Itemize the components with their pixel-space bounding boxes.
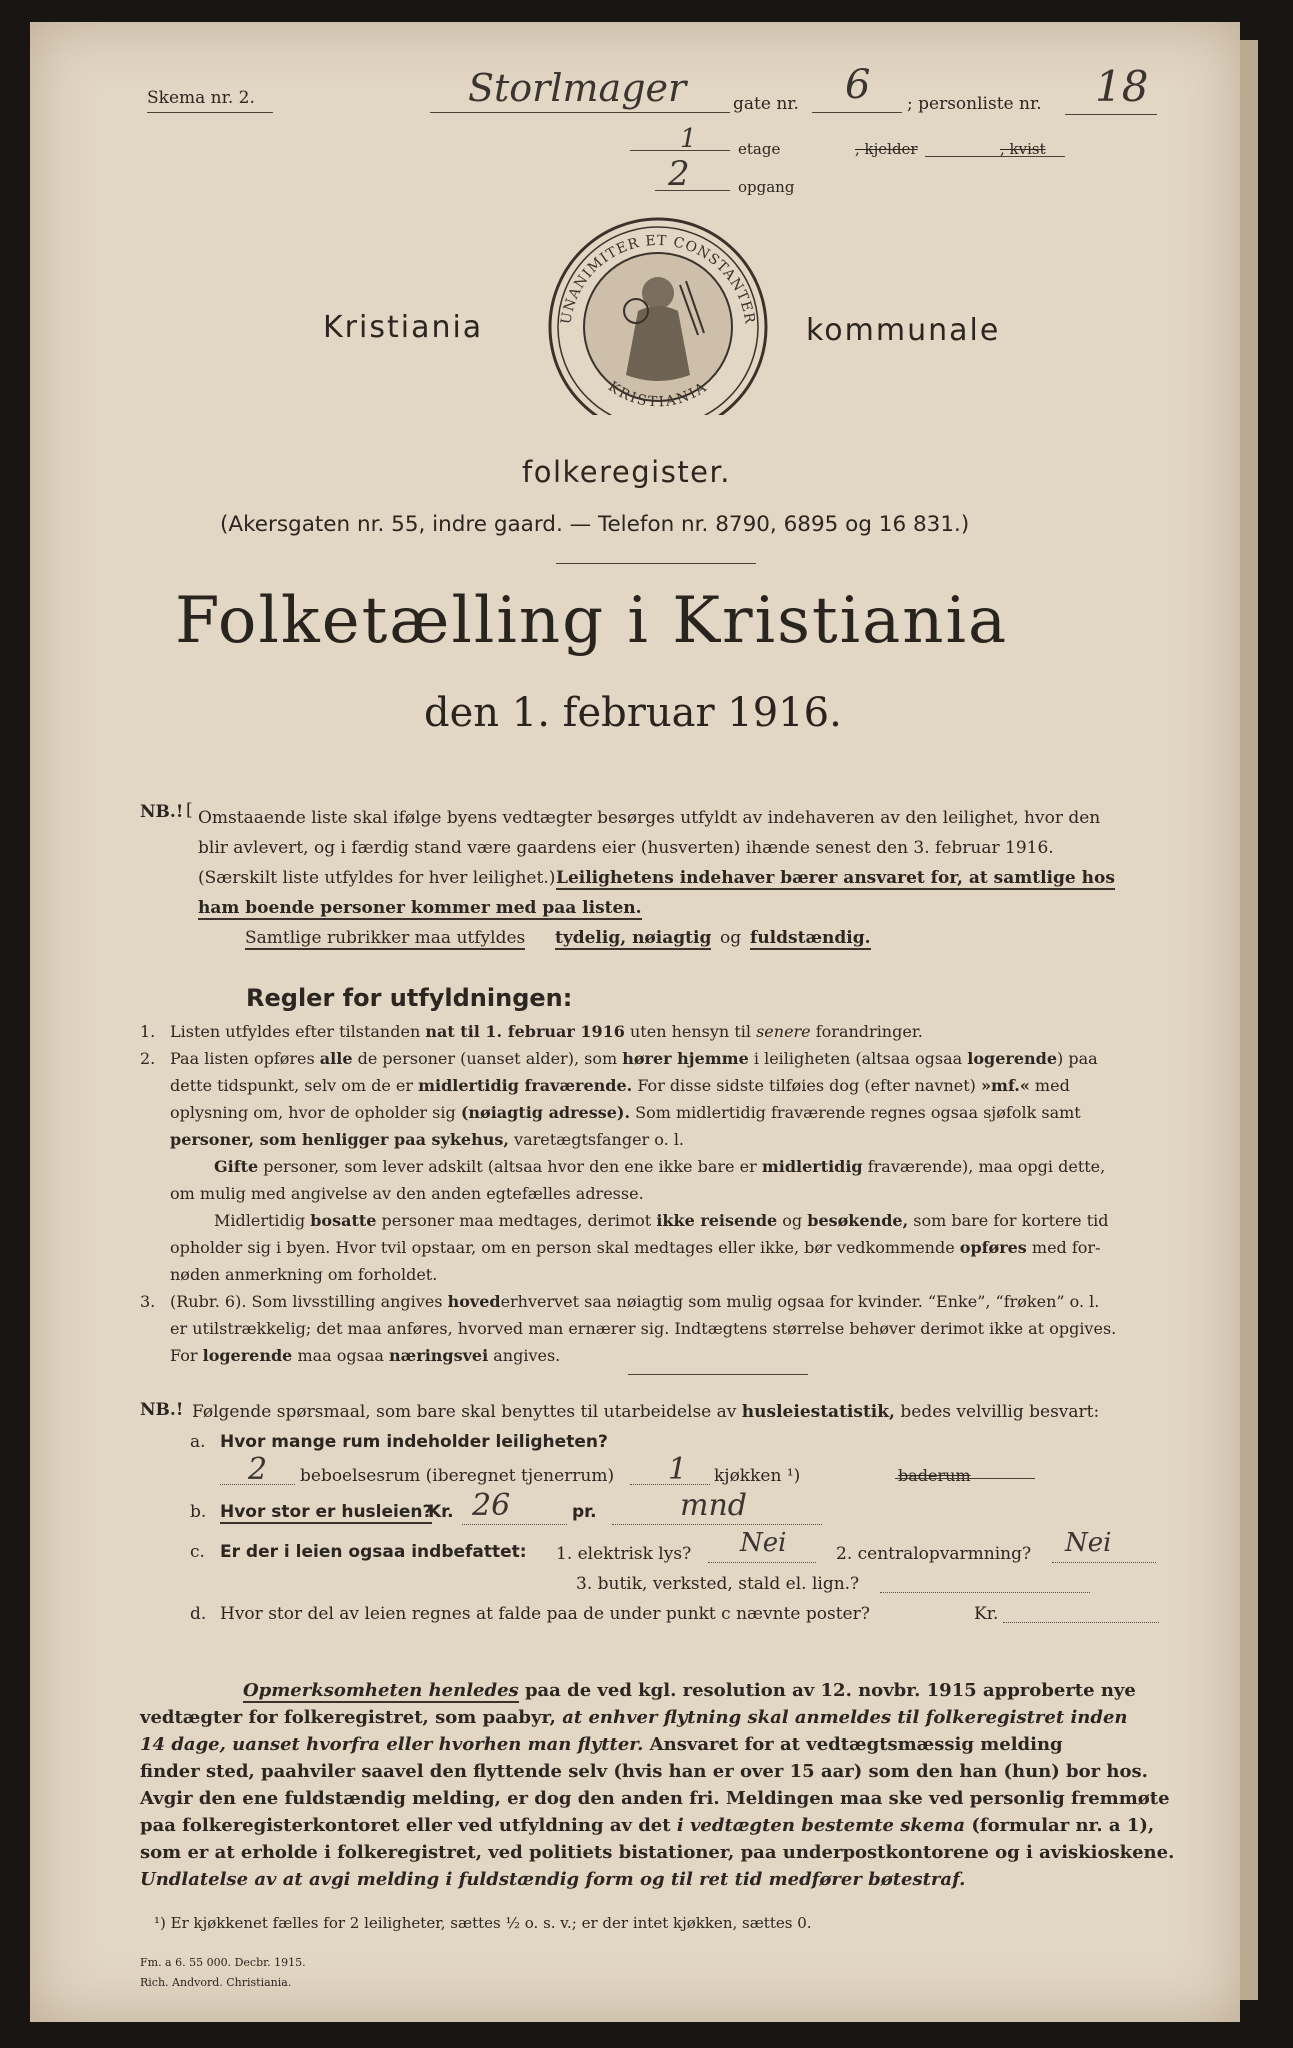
notice-line-5: Avgir den ene fuldstændig melding, er dog den anden fri. Meldingen maa ske ved personlig fremmøte — [140, 1788, 1170, 1809]
nb1-line-2: blir avlevert, og i færdig stand være gaardens eier (husverten) ihænde senest den 3. februar 1916. — [198, 838, 1054, 858]
kjelder-strike — [925, 156, 1065, 157]
question-d-text: Hvor stor del av leien regnes at falde paa de under punkt c nævnte poster? — [220, 1604, 870, 1624]
shop-workshop-line — [880, 1592, 1090, 1593]
kristiania-label: Kristiania — [323, 310, 484, 345]
central-heating-line — [1052, 1562, 1156, 1563]
electric-light-label: 1. elektrisk lys? — [556, 1544, 692, 1564]
schema-underline — [147, 112, 273, 113]
rent-per-label: pr. — [572, 1502, 597, 1522]
printer-line-1: Fm. a 6. 55 000. Decbr. 1915. — [140, 1956, 306, 1969]
question-d-line — [1003, 1622, 1159, 1623]
kitchen-label: kjøkken ¹) — [714, 1466, 801, 1486]
rule-3-line-1: (Rubr. 6). Som livsstilling angives hovederhvervet saa nøiagtig som mulig ogsaa for kvinder. “Enke”, “frøken” o. l. — [170, 1292, 1100, 1311]
nb2-intro: Følgende spørsmaal, som bare skal benyttes til utarbeidelse av husleiestatistik, bedes velvillig besvart: — [192, 1402, 1100, 1422]
rent-period-value[interactable]: mnd — [680, 1488, 747, 1523]
nb1-bracket: [ — [186, 800, 193, 820]
seal-motto: UNANIMITER ET CONSTANTER — [558, 232, 758, 326]
electric-light-value[interactable]: Nei — [740, 1528, 787, 1558]
schema-number: Skema nr. 2. — [147, 88, 255, 108]
kjelder-label: , kjelder — [855, 140, 918, 158]
rules-heading: Regler for utfyldningen: — [246, 984, 573, 1012]
question-a-text: Hvor mange rum indeholder leiligheten? — [220, 1432, 608, 1452]
office-address: (Akersgaten nr. 55, indre gaard. — Telefon nr. 8790, 6895 og 16 831.) — [220, 512, 970, 537]
rule-3-number: 3. — [140, 1292, 156, 1311]
rule-2-line-2: dette tidspunkt, selv om de er midlertidig fraværende. For disse sidste tilføies dog (efter navnet) »mf.« med — [170, 1076, 1070, 1095]
kommunale-label: kommunale — [806, 313, 1001, 348]
rule-3-line-3: For logerende maa ogsaa næringsvei angives. — [170, 1346, 561, 1365]
rule-3-line-2: er utilstrækkelig; det maa anføres, hvorved man ernærer sig. Indtægtens størrelse behøver derimot ikke at opgives. — [170, 1319, 1117, 1338]
divider-2 — [628, 1374, 808, 1375]
divider-1 — [556, 563, 756, 564]
notice-line-2: vedtægter for folkeregistret, som paabyr, at enhver flytning skal anmeldes til folkeregistret inden — [140, 1707, 1128, 1728]
nb1-line-1: Omstaaende liste skal ifølge byens vedtægter besørges utfyldt av indehaveren av den leilighet, hvor den — [198, 808, 1101, 828]
rule-2-line-7: Midlertidig bosatte personer maa medtages, derimot ikke reisende og besøkende, som bare for kortere tid — [214, 1211, 1109, 1230]
rooms-label: beboelsesrum (iberegnet tjenerrum) — [300, 1466, 615, 1486]
personliste-number-value[interactable]: 18 — [1095, 62, 1149, 111]
etage-value[interactable]: 1 — [680, 124, 697, 154]
opgang-label: opgang — [738, 178, 795, 196]
opgang-value[interactable]: 2 — [668, 154, 690, 194]
notice-line-3: 14 dage, uanset hvorfra eller hvorhen man flytter. Ansvaret for at vedtægtsmæssig melding — [140, 1734, 1063, 1755]
rooms-count-line — [220, 1484, 295, 1485]
street-name-line — [430, 112, 730, 113]
nb1-label: NB.! — [140, 802, 184, 822]
question-c-text: Er der i leien ogsaa indbefattet: — [220, 1542, 527, 1562]
etage-line — [630, 150, 730, 151]
kitchen-count-value[interactable]: 1 — [668, 1452, 688, 1487]
rule-2-line-8: opholder sig i byen. Hvor tvil opstaar, om en person skal medtages eller ikke, bør vedkommende opføres med for- — [170, 1238, 1101, 1257]
rent-amount-line — [462, 1524, 567, 1525]
rooms-count-value[interactable]: 2 — [248, 1452, 268, 1487]
nb1-line-5c: og — [720, 928, 742, 948]
nb1-line-4: ham boende personer kommer med paa listen. — [198, 898, 642, 918]
nb1-line-3b: Leilighetens indehaver bærer ansvaret for, at samtlige hos — [556, 868, 1115, 888]
gate-number-line — [812, 112, 902, 113]
notice-line-4: finder sted, paahviler saavel den flyttende selv (hvis han er over 15 aar) som den han (hun) bor hos. — [140, 1761, 1148, 1782]
question-b-text: Hvor stor er husleien? — [220, 1502, 433, 1522]
footnote: ¹) Er kjøkkenet fælles for 2 leiligheter, sættes ½ o. s. v.; er der intet kjøkken, sættes 0. — [154, 1914, 812, 1932]
notice-line-1: Opmerksomheten henledes paa de ved kgl. resolution av 12. novbr. 1915 approberte nye — [243, 1680, 1136, 1701]
bath-strike — [895, 1478, 1035, 1479]
rule-2-line-6: om mulig med angivelse av den anden egtefælles adresse. — [170, 1184, 644, 1203]
gate-label: gate nr. — [733, 94, 799, 114]
question-c-label: c. — [190, 1542, 205, 1562]
kitchen-count-line — [630, 1484, 710, 1485]
nb1-line-5a: Samtlige rubrikker maa utfyldes — [245, 928, 526, 948]
nb2-label: NB.! — [140, 1400, 184, 1420]
electric-light-line — [708, 1562, 816, 1563]
street-name-value[interactable]: Storlmager — [468, 66, 687, 110]
rule-1-text: Listen utfyldes efter tilstanden nat til 1. februar 1916 uten hensyn til senere forandringer. — [170, 1022, 923, 1041]
rent-period-line — [612, 1524, 822, 1525]
nb1-line-3a: (Særskilt liste utfyldes for hver leilighet.) — [198, 868, 556, 888]
opgang-line — [655, 190, 730, 191]
notice-line-6: paa folkeregisterkontoret eller ved utfyldning av det i vedtægten bestemte skema (formular nr. a 1), — [140, 1815, 1155, 1836]
question-a-label: a. — [190, 1432, 206, 1452]
rent-kr-label: Kr. — [428, 1502, 454, 1522]
rule-1-number: 1. — [140, 1022, 156, 1041]
nb1-line-5b: tydelig, nøiagtig — [555, 928, 712, 948]
question-d-label: d. — [190, 1604, 207, 1624]
etage-label: etage — [738, 140, 781, 158]
paper-edge — [1240, 40, 1258, 2000]
shop-workshop-label: 3. butik, verksted, stald el. lign.? — [576, 1574, 860, 1594]
main-title: Folketælling i Kristiania — [175, 584, 1009, 658]
notice-line-8: Undlatelse av at avgi melding i fuldstændig form og til ret tid medfører bøtestraf. — [140, 1869, 966, 1890]
folkeregister-label: folkeregister. — [522, 455, 732, 489]
personliste-line — [1065, 114, 1157, 115]
rule-2-line-5: Gifte personer, som lever adskilt (altsaa hvor den ene ikke bare er midlertidig fraværende), maa opgi dette, — [214, 1157, 1106, 1176]
notice-line-7: som er at erholde i folkeregistret, ved politiets bistationer, paa underpostkontorene og i aviskioskene. — [140, 1842, 1175, 1863]
rent-amount-value[interactable]: 26 — [472, 1488, 511, 1523]
rule-2-line-4: personer, som henligger paa sykehus, varetægtsfanger o. l. — [170, 1130, 685, 1149]
rule-2-line-1: Paa listen opføres alle de personer (uanset alder), som hører hjemme i leiligheten (altsaa ogsaa logerende) paa — [170, 1049, 1098, 1068]
printer-line-2: Rich. Andvord. Christiania. — [140, 1976, 292, 1989]
bath-label: baderum — [898, 1466, 971, 1485]
kvist-label: , kvist — [1000, 140, 1046, 158]
question-d-kr-label: Kr. — [974, 1604, 999, 1624]
census-date: den 1. februar 1916. — [424, 690, 842, 736]
seal-city: KRISTIANIA — [605, 378, 711, 411]
kristiania-city-seal — [540, 215, 776, 415]
rule-2-line-3: oplysning om, hvor de opholder sig (nøiagtig adresse). Som midlertidig fraværende regnes ogsaa sjøfolk samt — [170, 1103, 1081, 1122]
personliste-label: ; personliste nr. — [907, 94, 1042, 114]
nb1-line-5d: fuldstændig. — [750, 928, 871, 948]
central-heating-label: 2. centralopvarmning? — [836, 1544, 1032, 1564]
gate-number-value[interactable]: 6 — [845, 62, 871, 108]
rule-2-number: 2. — [140, 1049, 156, 1068]
rule-2-line-9: nøden anmerkning om forholdet. — [170, 1265, 438, 1284]
question-b-label: b. — [190, 1502, 207, 1522]
central-heating-value[interactable]: Nei — [1065, 1528, 1112, 1558]
